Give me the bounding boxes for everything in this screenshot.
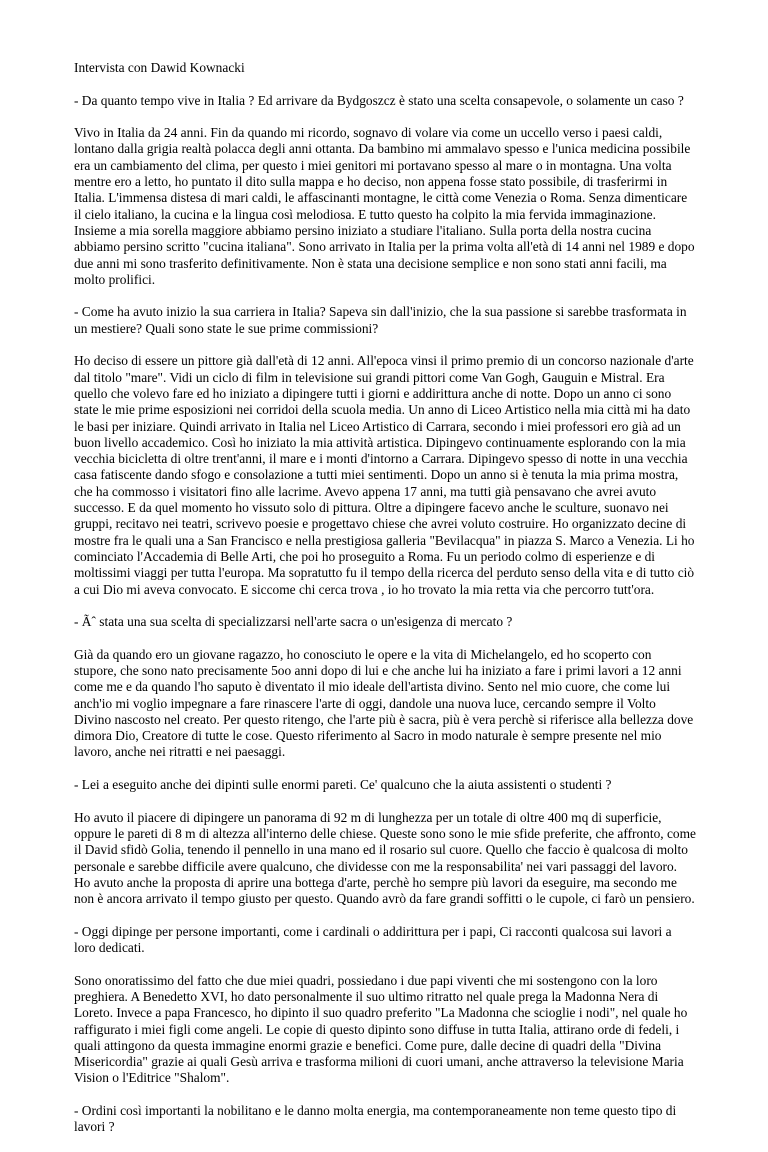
answer-5: Sono onoratissimo del fatto che due miei quadri, possiedano i due papi viventi che mi sostengono con la loro preghiera. A Benedetto XVI, ho dato personalmente il suo ultimo ritratto nel quale prega la Madonna Nera di Loreto. Invece a papa Francesco, ho dipinto il suo quadro preferito "La Madonna che scioglie i nodi", nel quale ho raffigurato i miei figli come angeli. Le copie di questo dipinto sono diffuse in tutta Italia, attirano orde di fedeli, i quali attingono da questa immagine enormi grazie e benefici. Come pure, dalle decine di quadri della "Divina Misericordia" grazie ai quali Gesù arriva e trasforma milioni di cuori umani, anche attraverso la televisione Maria Vision o l'Editrice "Shalom". xyxy=(74,972,688,1086)
answer-2: Ho deciso di essere un pittore già dall'età di 12 anni. All'epoca vinsi il primo premio di un concorso nazionale d'arte dal titolo "mare". Vidi un ciclo di film in televisione sui grandi pittori come Van Gogh, Gauguin e Mistral. Era quello che volevo fare ed ho iniziato a dipingere tutti i giorni e addirittura anche di notte. Dopo un anno ci sono state le mie prime esposizioni nei corridoi della scuola media. Un anno di Liceo Artistico nella mia città mi ha dato le basi per iniziare. Quindi arrivato in Italia nel Liceo Artistico di Carrara, secondo i miei professori ero già ad un buon livello accademico. Così ho iniziato la mia attività artistica. Dipingevo continuamente esplorando con la mia vecchia bicicletta di oltre trent'anni, il mare e i monti d'intorno a Carrara. Dipingevo spesso di notte in una vecchia casa fatiscente dando sfogo e consolazione a tutti miei sentimenti. Dopo un anno si è tenuta la mia prima mostra, che ha commosso i visitatori fino alle lacrime. Avevo appena 17 anni, ma tutti già pensavano che avrei avuto successo. E da quel momento ho vissuto solo di pittura. Oltre a dipingere facevo anche le sculture, suonavo nei gruppi, recitavo nei teatri, scrivevo poesie e progettavo chiese che avrei voluto costruire. Ho organizzato decine di mostre fra le quali una a San Francisco e nella prestigiosa galleria "Bevilacqua" in piazza S. Marco a Venezia. Li ho cominciato l'Accademia di Belle Arti, che poi ho proseguito a Roma. Fu un periodo colmo di esperienze e di moltissimi viaggi per tutta l'europa. Ma sopratutto fu il tempo della ricerca del perduto senso della vita e di tutto ciò a cui Dio mi aveva convocato. E siccome chi cerca trova , io ho trovato la mia retta via che percorro tutt'ora. xyxy=(74,353,695,597)
question-2: - Come ha avuto inizio la sua carriera in Italia? Sapeva sin dall'inizio, che la sua passione si sarebbe trasformata in un mestiere? Quali sono state le sue prime commissioni? xyxy=(74,304,687,336)
document-title: Intervista con Dawid Kownacki xyxy=(74,60,245,75)
question-1: - Da quanto tempo vive in Italia ? Ed arrivare da Bydgoszcz è stato una scelta consapevole, o solamente un caso ? xyxy=(74,92,684,108)
question-6: - Ordini così importanti la nobilitano e le danno molta energia, ma contemporaneamente non teme questo tipo di lavori ? xyxy=(74,1103,677,1135)
document-page xyxy=(74,60,696,1152)
question-5: - Oggi dipinge per persone importanti, come i cardinali o addirittura per i papi, Ci racconti qualcosa sui lavori a loro dedicati. xyxy=(74,923,672,956)
answer-3: Già da quando ero un giovane ragazzo, ho conosciuto le opere e la vita di Michelangelo, ed ho scoperto con stupore, che sono nato precisamente 5oo anni dopo di lui e che anche lui ha iniziato a fare i primi lavori a 12 anni come me e da quando l'ho saputo è diventato il mio ideale dell'artista divino. Sento nel mio cuore, che come lui anch'io mi voglio impegnare a fare rinascere l'arte di oggi, dandole una nuova luce, cercando sempre il Volto Divino nascosto nel creato. Per questo ritengo, che l'arte più è sacra, più è vera perchè si riferisce alla bellezza dove dimora Dio, Creatore di tutte le cose. Questo riferimento al Sacro in modo naturale è sempre presente nel mio lavoro, anche nei ritratti e nei paesaggi. xyxy=(74,646,694,760)
answer-4: Ho avuto il piacere di dipingere un panorama di 92 m di lunghezza per un totale di oltre 400 mq di superficie, oppure le pareti di 8 m di altezza all'interno delle chiese. Queste sono sono le mie sfide preferite, che affronto, come il David sfidò Golia, tenendo il pennello in una mano ed il rosario sul cuore. Quello che faccio è qualcosa di molto personale e sarebbe difficile avere qualcuno, che dividesse con me la responsabilita' nei vari passaggi del lavoro. Ho avuto anche la proposta di aprire una bottega d'arte, perchè ho sempre più lavori da eseguire, ma secondo me non è ancora arrivato il tempo giusto per questo. Quando avrò da fare grandi soffitti o le cupole, ci farò un pensiero. xyxy=(74,809,696,907)
answer-1: Vivo in Italia da 24 anni. Fin da quando mi ricordo, sognavo di volare via come un uccello verso i paesi caldi, lontano dalla grigia realtà polacca degli anni ottanta. Da bambino mi ammalavo spesso e l'unica medicina possibile era un cambiamento del clima, per questo i miei genitori mi portavano spesso al mare o in montagna. Una volta mentre ero a letto, ho puntato il dito sulla mappa e ho deciso, non appena fosse stato possibile, di trasferirmi in Italia. L'immensa distesa di mari caldi, le affascinanti montagne, le città come Venezia o Roma. Senza dimenticare il cielo italiano, la cucina e la lingua così melodiosa. E tutto questo ha colpito la mia fervida immaginazione. Insieme a mia sorella maggiore abbiamo persino iniziato a studiare l'italiano. Sulla porta della nostra cucina abbiamo persino scritto "cucina italiana". Sono arrivato in Italia per la prima volta all'età di 14 anni nel 1989 e dopo due anni mi sono trasferito definitivamente. Non è stata una decisione semplice e non sono stati anni facili, ma molto prolifici. xyxy=(74,125,695,287)
question-3: - Ãˆ stata una sua scelta di specializzarsi nell'arte sacra o un'esigenza di mercato ? xyxy=(74,614,513,630)
question-4: - Lei a eseguito anche dei dipinti sulle enormi pareti. Ce' qualcuno che la aiuta assistenti o studenti ? xyxy=(74,777,612,793)
